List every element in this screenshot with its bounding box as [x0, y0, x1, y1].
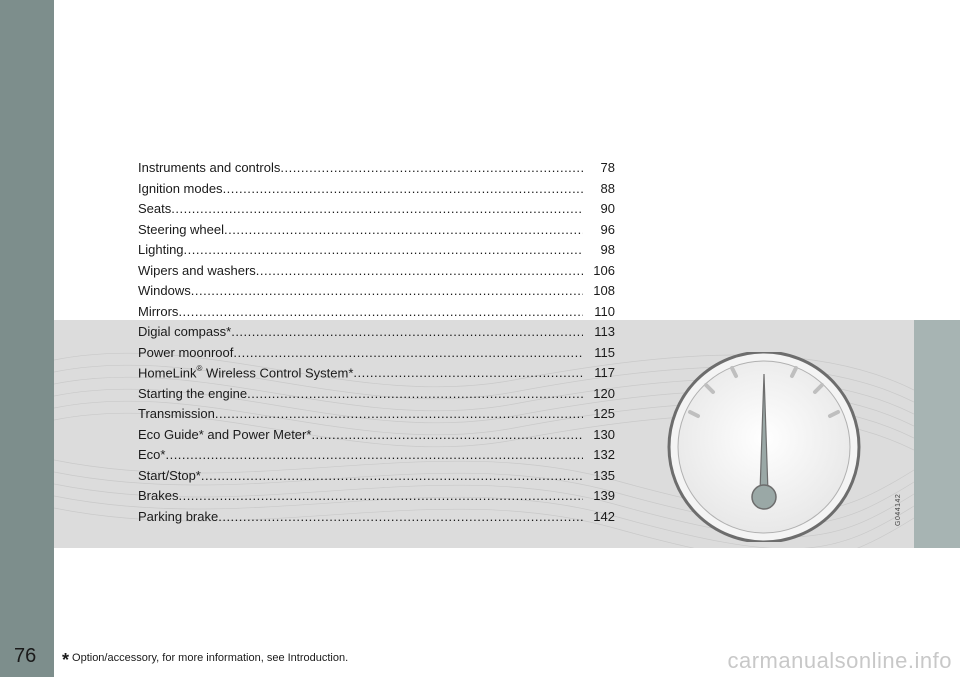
toc-entry-title: Starting the engine [138, 385, 248, 401]
toc-entry[interactable] [138, 160, 615, 181]
toc-entry-title: Eco* [138, 447, 166, 462]
toc-leader-dots [353, 365, 583, 380]
footnote-star: * [62, 650, 70, 670]
toc-entry[interactable] [138, 509, 615, 530]
registered-mark: ® [196, 364, 203, 373]
toc-entry[interactable] [138, 324, 615, 345]
toc-entry[interactable] [138, 345, 615, 366]
toc-entry-page: 108 [593, 283, 615, 298]
toc-leader-dots [247, 386, 583, 401]
toc-entry[interactable] [138, 263, 615, 284]
toc-leader-dots [178, 488, 583, 503]
toc-entry-title: Windows [138, 283, 191, 298]
toc-entry-title: Digial compass* [138, 324, 232, 339]
toc-entry-page: 96 [600, 221, 615, 237]
toc-entry[interactable] [138, 181, 615, 202]
image-code: G044142 [895, 493, 902, 526]
toc-entry-page: 78 [600, 160, 615, 175]
toc-entry[interactable] [138, 427, 615, 448]
toc-entry-title: Seats [138, 201, 172, 216]
toc-entry-page: 110 [594, 303, 615, 319]
toc-entry-title: Instruments and controls [138, 160, 281, 175]
toc-entry-title: Mirrors [138, 303, 179, 319]
toc-entry-page: 130 [593, 426, 615, 442]
toc-entry[interactable] [138, 365, 615, 386]
toc-leader-dots [224, 222, 583, 237]
footnote-text: Option/accessory, for more information, see Introduction. [72, 652, 349, 664]
left-margin-bar [0, 0, 54, 677]
toc-entry-page: 120 [593, 385, 615, 401]
toc-entry[interactable] [138, 201, 615, 222]
toc-entry-title: Brakes [138, 488, 179, 503]
toc-entry[interactable] [138, 468, 615, 489]
toc-entry-title: HomeLink® Wireless Control System* [138, 364, 354, 381]
toc-entry[interactable] [138, 222, 615, 243]
toc-entry-title: Wipers and washers [138, 262, 256, 278]
toc-entry-page: 135 [593, 467, 615, 483]
speedometer-icon [656, 352, 876, 542]
toc-leader-dots [171, 201, 583, 216]
toc-leader-dots [215, 406, 583, 421]
toc-leader-dots [233, 345, 583, 360]
chapter-tab [914, 320, 960, 548]
toc-entry-title: Ignition modes [138, 180, 223, 196]
toc-entry-page: 139 [593, 488, 615, 503]
toc-entry-page: 90 [600, 201, 615, 216]
toc-leader-dots [178, 304, 583, 319]
toc-leader-dots [231, 324, 583, 339]
toc-entry[interactable] [138, 447, 615, 468]
toc-entry[interactable] [138, 242, 615, 263]
toc-entry-title: Lighting [138, 242, 184, 257]
toc-leader-dots [218, 509, 583, 524]
toc-entry[interactable] [138, 386, 615, 407]
toc-entry-title: Start/Stop* [138, 467, 201, 483]
toc-entry[interactable] [138, 406, 615, 427]
toc-entry[interactable] [138, 488, 615, 509]
toc-entry-page: 106 [593, 262, 615, 278]
toc-leader-dots [165, 447, 583, 462]
page-number: 76 [14, 645, 37, 667]
toc-entry-page: 115 [594, 344, 615, 360]
toc-entry-title: Transmission [138, 406, 215, 421]
toc-entry-page: 132 [593, 447, 615, 462]
toc-leader-dots [184, 242, 583, 257]
toc-leader-dots [223, 181, 583, 196]
toc-entry-page: 88 [600, 180, 615, 196]
toc-entry-title: Power moonroof [138, 344, 234, 360]
toc-entry-page: 113 [594, 324, 615, 339]
toc-entry[interactable] [138, 304, 615, 325]
toc-leader-dots [256, 263, 583, 278]
toc-entry-page: 117 [594, 365, 615, 381]
footnote [62, 650, 348, 671]
toc-entry[interactable] [138, 283, 615, 304]
toc-entry-title: Parking brake [138, 508, 219, 524]
table-of-contents [138, 160, 615, 529]
toc-entry-title: Steering wheel [138, 221, 224, 237]
toc-entry-page: 142 [593, 508, 615, 524]
toc-entry-title: Eco Guide* and Power Meter* [138, 426, 312, 442]
toc-leader-dots [311, 427, 583, 442]
toc-leader-dots [280, 160, 583, 175]
toc-leader-dots [201, 468, 583, 483]
toc-leader-dots [191, 283, 583, 298]
toc-entry-page: 98 [600, 242, 615, 257]
watermark: carmanualsonline.info [727, 648, 952, 673]
toc-entry-page: 125 [593, 406, 615, 421]
